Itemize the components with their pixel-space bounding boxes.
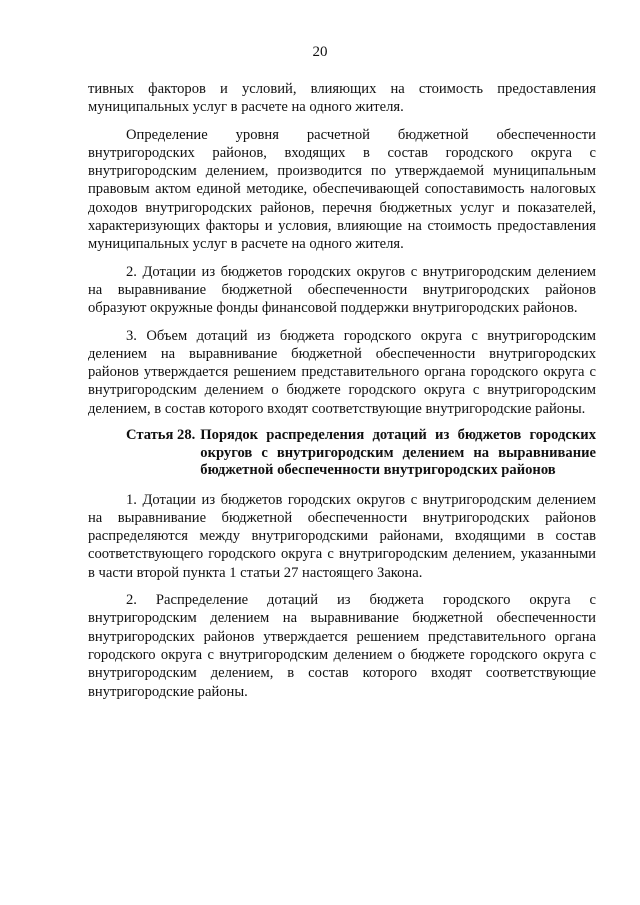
paragraph-continuation: тивных факторов и условий, влияющих на стоимость предоставления муниципальных услуг в расчете на одного жителя. [88, 81, 596, 116]
paragraph-methodology: Определение уровня расчетной бюджетной обеспеченности внутригородских районов, входящих в состав городского округа с внутригородским делением, производится по утверждаемой муниципальным правовым актом единой методике, обеспечивающей сопоставимость налоговых доходов внутригородских районов, перечня бюджетных услуг и показателей, характеризующих факторы и условия, влияющие на стоимость предоставления муниципальных услуг в расчете на одного жителя. [88, 126, 596, 253]
paragraph-item-3: 3. Объем дотаций из бюджета городского округа с внутригородским делением на выравнивание бюджетной обеспеченности внутригородских районов утверждается решением представительного органа городского округа с внутригородским делением о бюджете городского округа с внутригородским делением, в состав которого входят соответствующие внутригородские районы. [88, 327, 596, 417]
document-body [88, 80, 596, 710]
article-heading [88, 427, 596, 480]
paragraph-article-item-1: 1. Дотации из бюджетов городских округов с внутригородским делением на выравнивание бюджетной обеспеченности внутригородских районов распределяются между внутригородскими районами, входящими в состав соответствующего городского округа с внутригородским делением, указанными в части второй пункта 1 статьи 27 настоящего Закона. [88, 491, 596, 581]
article-label: Статья 28. [126, 427, 196, 444]
paragraph-item-2: 2. Дотации из бюджетов городских округов с внутригородским делением на выравнивание бюджетной обеспеченности внутригородских районов образуют окружные фонды финансовой поддержки внутригородских районов. [88, 263, 596, 317]
article-title: Порядок распределения дотаций из бюджетов городских округов с внутригородским делением на выравнивание бюджетной обеспеченности внутригородских районов [200, 427, 596, 479]
page-number: 20 [312, 44, 328, 60]
paragraph-article-item-2: 2. Распределение дотаций из бюджета городского округа с внутригородским делением на выравнивание бюджетной обеспеченности внутригородских районов утверждается решением представительного органа городского округа с внутригородским делением о бюджете городского округа с внутригородским делением, в состав которого входят соответствующие внутригородские районы. [88, 592, 596, 700]
